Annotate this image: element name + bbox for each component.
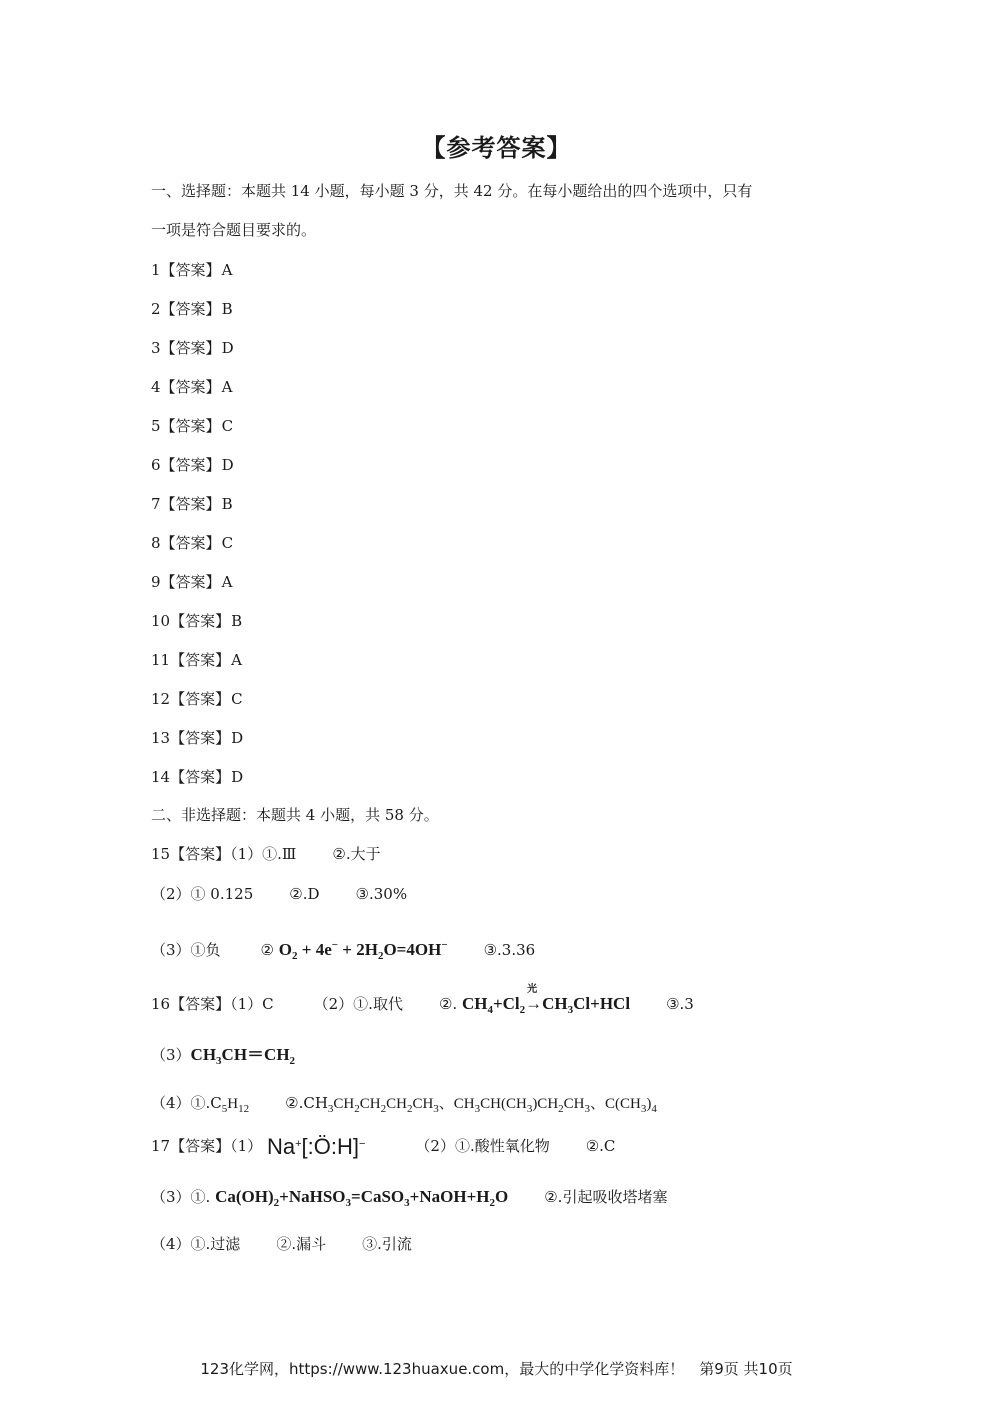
mc-answer-number: 11	[151, 651, 171, 669]
calcium-hydroxide-equation: $Ca(OH)_2+NaHSO_3=CaSO_3+NaOH+H_2O$	[215, 1187, 509, 1209]
mc-answer-tag: 【答案】	[160, 417, 221, 435]
methane-chlorination-equation: $CH_4+Cl_2$ 光 $\to CH_3Cl+HCl$	[462, 994, 630, 1013]
mc-answer-row	[151, 767, 243, 787]
q16-part4-a: （4）①.C	[151, 1094, 222, 1112]
naoh-lewis-structure: Na+[:Ö:H]−	[266, 1134, 366, 1159]
q16-part1-b: （2）①.取代	[313, 995, 403, 1013]
mc-answer-tag: 【答案】	[160, 573, 221, 591]
mc-answer-value: B	[231, 612, 243, 630]
q15-line3	[151, 940, 535, 960]
mc-answer-tag: 【答案】	[160, 378, 221, 396]
mc-answer-tag: 【答案】	[160, 534, 221, 552]
q16-part4-b: ②.CH	[285, 1094, 328, 1112]
mc-answer-value: C	[221, 534, 234, 552]
mc-answer-number: 9	[151, 573, 161, 591]
q17-part2-b: ②.C	[585, 1137, 616, 1155]
q17-part4-a: （4）①.过滤	[151, 1235, 241, 1253]
mc-answer-row	[151, 494, 233, 514]
mc-answer-tag: 【答案】	[160, 300, 221, 318]
q16-line4	[151, 1093, 657, 1114]
mc-answer-row	[151, 533, 233, 553]
mc-answer-number: 8	[151, 534, 161, 552]
reaction-condition: 光	[527, 984, 538, 995]
mc-answer-tag: 【答案】	[170, 729, 231, 747]
q16-number: 16	[151, 995, 171, 1013]
mc-answer-row	[151, 338, 234, 358]
q17-line3	[151, 1187, 667, 1207]
mc-answer-tag: 【答案】	[170, 768, 231, 786]
mc-answer-number: 10	[151, 612, 171, 630]
mc-answer-number: 6	[151, 456, 161, 474]
mc-answer-number: 13	[151, 729, 171, 747]
mc-answer-row	[151, 455, 234, 475]
q17-line1	[151, 1136, 615, 1157]
mc-answer-value: C	[231, 690, 243, 708]
q15-part1-b: ②.大于	[332, 845, 381, 863]
q15-part2-a: （2）① 0.125	[151, 885, 254, 903]
mc-answer-number: 3	[151, 339, 161, 357]
q17-part4-c: ③.引流	[362, 1235, 412, 1253]
q15-part2-c: ③.30%	[355, 885, 408, 903]
page-footer: 123化学网，https://www.123huaxue.com，最大的中学化学资料库！ 第9页 共10页	[200, 1360, 793, 1378]
mc-answer-value: A	[221, 378, 233, 396]
q16-line3	[151, 1045, 295, 1065]
mc-answer-value: A	[231, 651, 242, 669]
mc-answer-number: 1	[151, 261, 161, 279]
q17-part4-b: ②.漏斗	[276, 1235, 327, 1253]
q16-part1-a: （1）C	[230, 995, 274, 1013]
q17-part2-a: （2）①.酸性氧化物	[415, 1137, 550, 1155]
q16-part1-c: ②.	[438, 995, 458, 1013]
pentane-isomers: $_3CH_2CH_2CH_2CH_3$、$CH_3CH(CH_3)CH_2CH_3$、$C(CH_3)_4$	[327, 1096, 657, 1115]
mc-answer-value: D	[221, 339, 234, 357]
mc-answer-number: 2	[151, 300, 161, 318]
q17-part3-a: （3）①.	[151, 1188, 211, 1206]
mc-answer-row	[151, 377, 232, 397]
mc-answer-value: D	[231, 768, 244, 786]
q17-part3-b: ②.引起吸收塔堵塞	[544, 1188, 668, 1206]
q16-answer-tag: 【答案】	[170, 995, 231, 1013]
mc-answer-value: D	[231, 729, 244, 747]
section2-heading: 二、非选择题：本题共 4 小题，共 58 分。	[151, 806, 439, 824]
q16-line1	[151, 984, 694, 1016]
mc-answer-value: A	[221, 573, 233, 591]
mc-answer-value: B	[221, 495, 233, 513]
mc-answer-row	[151, 260, 232, 280]
q15-part3-a: （3）①负	[151, 941, 221, 959]
mc-answer-row	[151, 728, 243, 748]
q17-number: 17	[151, 1137, 171, 1155]
mc-answer-row	[151, 611, 242, 631]
q15-part1-a: （1）①.Ⅲ	[230, 845, 297, 863]
q17-line4	[151, 1234, 412, 1254]
q17-answer-tag: 【答案】	[170, 1137, 231, 1155]
q15-answer-tag: 【答案】	[170, 845, 231, 863]
propene-formula: $CH_3CH=CH_2$	[190, 1045, 296, 1067]
mc-answer-tag: 【答案】	[160, 456, 221, 474]
mc-answer-row	[151, 416, 233, 436]
mc-answer-row	[151, 299, 233, 319]
mc-answer-number: 5	[151, 417, 161, 435]
q16-part1-d: ③.3	[666, 995, 694, 1013]
mc-answer-number: 12	[151, 690, 171, 708]
q15-part3-c: ③.3.36	[483, 941, 536, 959]
mc-answer-tag: 【答案】	[170, 651, 231, 669]
q15-part3-b: ②	[260, 941, 274, 959]
page-title: 【参考答案】	[421, 134, 572, 162]
mc-answer-tag: 【答案】	[170, 612, 231, 630]
mc-answer-tag: 【答案】	[160, 339, 221, 357]
mc-answer-number: 7	[151, 495, 161, 513]
q17-part1: （1）	[230, 1137, 263, 1155]
mc-answer-tag: 【答案】	[160, 261, 221, 279]
q15-number: 15	[151, 845, 171, 863]
pentane-formula-sub: $_5H_{12}$	[221, 1096, 250, 1115]
mc-answer-tag: 【答案】	[160, 495, 221, 513]
q16-part3: （3）	[151, 1046, 191, 1064]
mc-answer-row	[151, 572, 232, 592]
q15-line2	[151, 884, 407, 904]
mc-answer-value: B	[221, 300, 233, 318]
q15-part2-b: ②.D	[289, 885, 320, 903]
section1-heading-line2: 一项是符合题目要求的。	[151, 221, 317, 239]
mc-answer-tag: 【答案】	[170, 690, 231, 708]
mc-answer-value: A	[221, 261, 233, 279]
oxygen-reduction-equation: $O_2 + 4e^- + 2H_2O=4OH^-$	[278, 939, 448, 962]
section1-heading-line1: 一、选择题：本题共 14 小题，每小题 3 分，共 42 分。在每小题给出的四个选项中，只有	[151, 182, 753, 200]
mc-answer-number: 4	[151, 378, 161, 396]
q15-line1	[151, 844, 381, 864]
mc-answer-row	[151, 689, 243, 709]
mc-answer-number: 14	[151, 768, 171, 786]
mc-answer-row	[151, 650, 242, 670]
mc-answer-value: D	[221, 456, 234, 474]
mc-answer-value: C	[221, 417, 234, 435]
